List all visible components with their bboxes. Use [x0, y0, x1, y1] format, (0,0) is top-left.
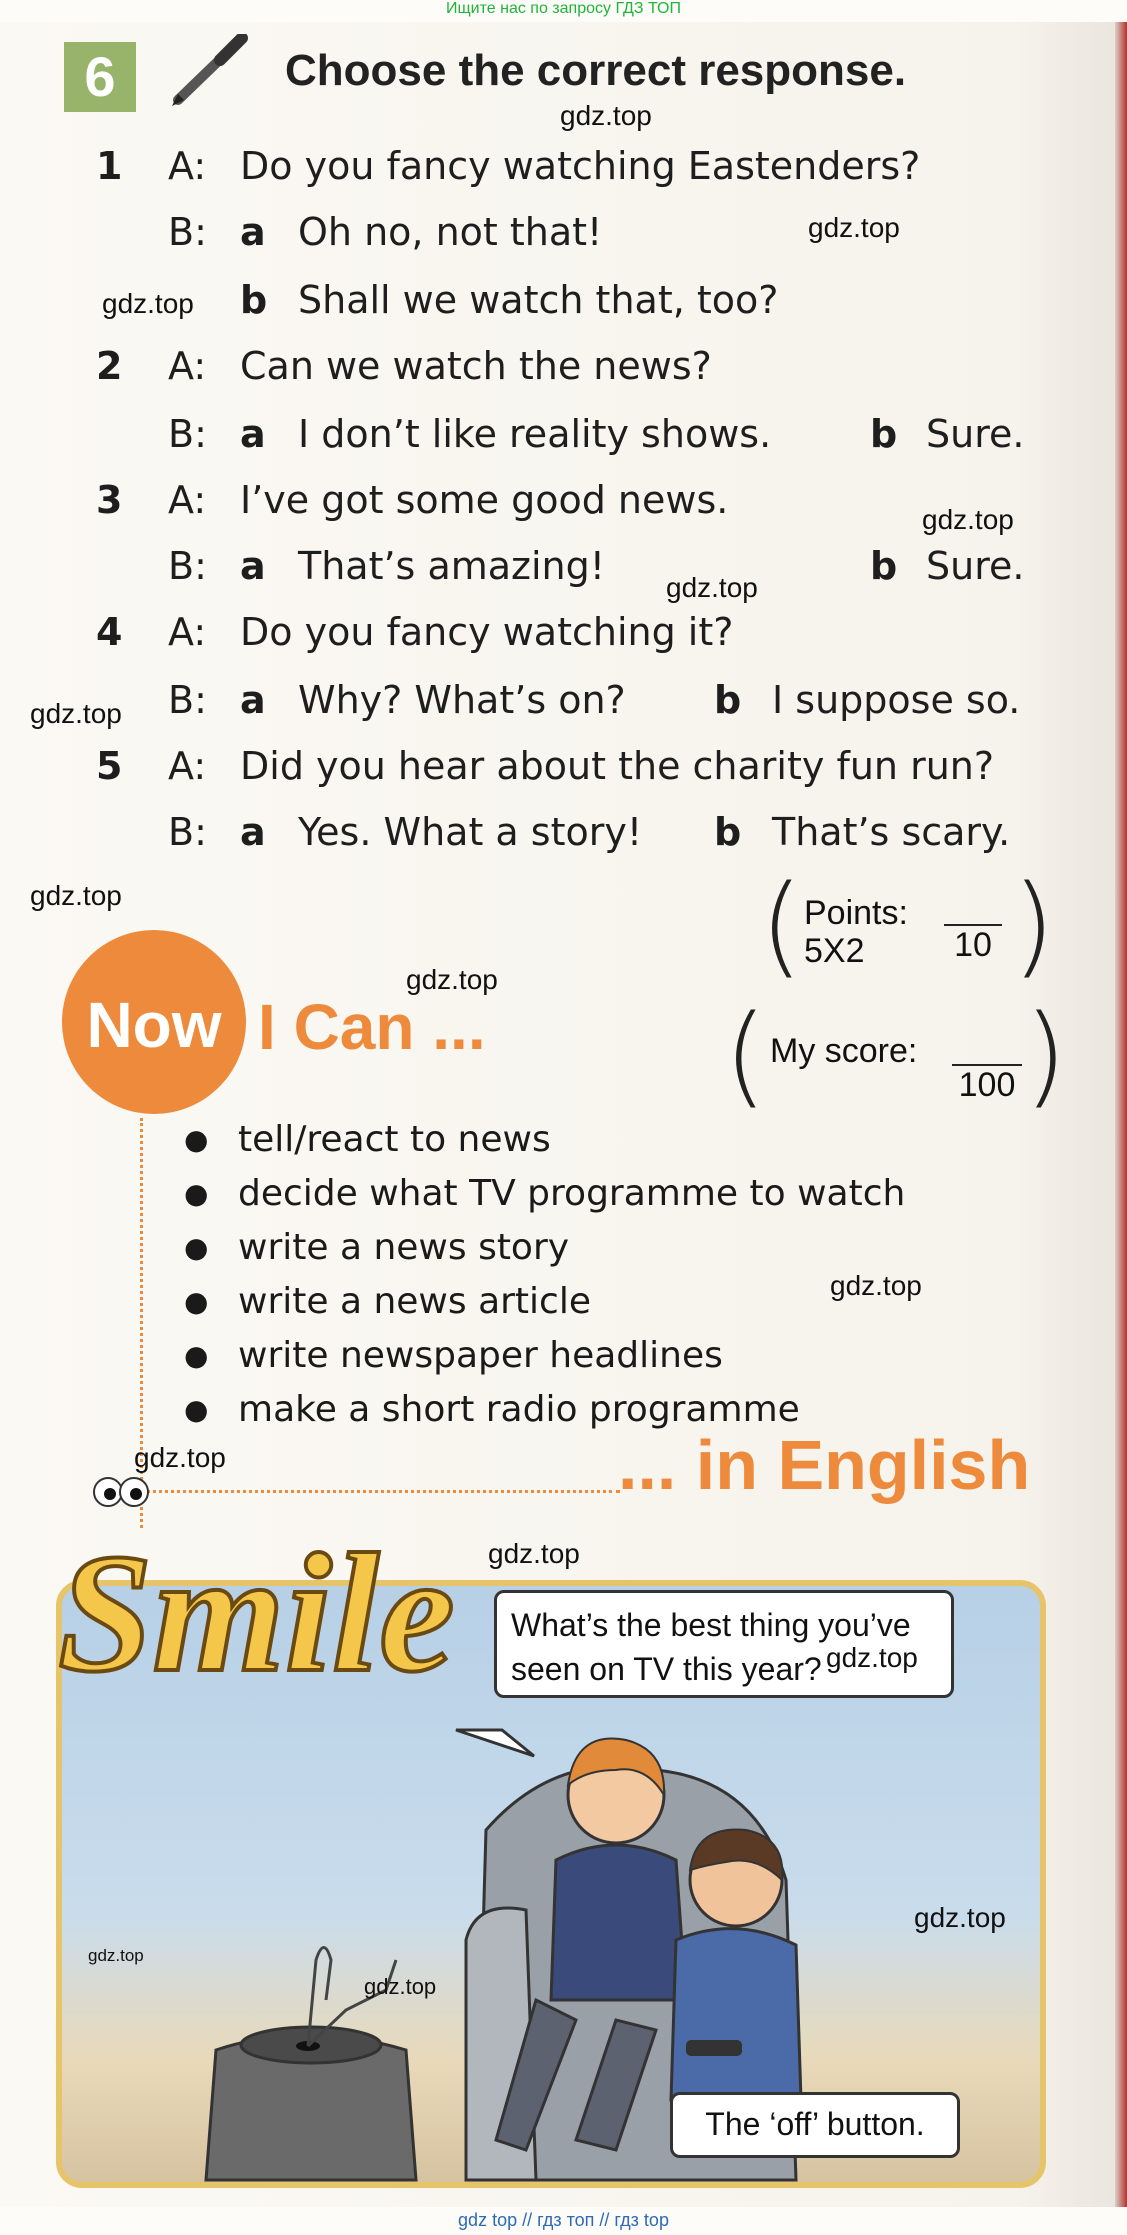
- question-speech-bubble: What’s the best thing you’ve seen on TV this year?: [494, 1590, 954, 1698]
- option-b-text[interactable]: Shall we watch that, too?: [298, 278, 779, 322]
- option-b-text[interactable]: Sure.: [926, 544, 1025, 588]
- answer-speech-bubble: The ‘off’ button.: [670, 2092, 960, 2158]
- option-b-letter[interactable]: b: [714, 678, 742, 722]
- option-a-text[interactable]: Oh no, not that!: [298, 210, 603, 254]
- points-denominator: 10: [944, 924, 1002, 965]
- list-item-text: decide what TV programme to watch: [238, 1172, 906, 1214]
- smile-logo-text: Smile: [58, 1519, 455, 1700]
- list-item: ● write newspaper headlines: [184, 1334, 723, 1376]
- top-banner[interactable]: Ищите нас по запросу ГДЗ ТОП: [446, 0, 681, 17]
- can-do-list: [184, 1112, 905, 1436]
- score-right-paren: ): [1024, 991, 1067, 1119]
- watermark: gdz.top: [666, 572, 758, 603]
- option-a-letter[interactable]: a: [240, 412, 266, 456]
- item-number: 5: [96, 744, 123, 788]
- option-a-text[interactable]: Why? What’s on?: [298, 678, 626, 722]
- option-a-letter[interactable]: a: [240, 210, 266, 254]
- footer-links[interactable]: gdz top // гдз топ // гдз top: [458, 2210, 669, 2230]
- points-formula: 5X2: [804, 932, 865, 970]
- option-a-text[interactable]: Yes. What a story!: [298, 810, 643, 854]
- option-b-text[interactable]: Sure.: [926, 412, 1025, 456]
- speaker-b-label: B:: [168, 210, 207, 254]
- list-item: ● write a news story: [184, 1226, 570, 1268]
- points-right-paren: ): [1012, 861, 1055, 989]
- watermark: gdz.top: [102, 288, 194, 319]
- speaker-b-label: B:: [168, 544, 207, 588]
- pen-icon: [170, 34, 250, 106]
- points-left-paren: (: [760, 861, 803, 989]
- points-label: Points:: [804, 894, 908, 932]
- speaker-b-label: B:: [168, 678, 207, 722]
- list-item-text: write a news article: [238, 1280, 591, 1322]
- watermark: gdz.top: [406, 964, 498, 995]
- watermark: gdz.top: [88, 1946, 144, 1965]
- score-denominator: 100: [952, 1064, 1022, 1105]
- speaker-a-text: Can we watch the news?: [240, 344, 712, 388]
- list-item: ● make a short radio programme: [184, 1388, 800, 1430]
- speaker-a-label: A:: [168, 744, 207, 788]
- watermark: gdz.top: [30, 880, 122, 911]
- item-number: 4: [96, 610, 123, 654]
- score-left-paren: (: [724, 991, 767, 1119]
- watermark: gdz.top: [830, 1270, 922, 1301]
- option-b-letter[interactable]: b: [870, 412, 898, 456]
- i-can-heading: I Can ...: [258, 991, 486, 1063]
- speaker-a-text: I’ve got some good news.: [240, 478, 729, 522]
- item-number: 2: [96, 344, 123, 388]
- watermark: gdz.top: [826, 1642, 918, 1673]
- speaker-a-text: Did you hear about the charity fun run?: [240, 744, 995, 788]
- option-a-text[interactable]: That’s amazing!: [298, 544, 605, 588]
- speaker-a-label: A:: [168, 478, 207, 522]
- list-item: ● decide what TV programme to watch: [184, 1172, 906, 1214]
- option-a-letter[interactable]: a: [240, 810, 266, 854]
- item-number: 3: [96, 478, 123, 522]
- exercise-title: Choose the correct response.: [285, 46, 907, 95]
- list-item-text: write a news story: [238, 1226, 570, 1268]
- option-b-letter[interactable]: b: [714, 810, 742, 854]
- list-item-text: tell/react to news: [238, 1118, 551, 1160]
- list-item-text: make a short radio programme: [238, 1388, 800, 1430]
- smile-logo: [48, 1460, 458, 1700]
- list-item-text: write newspaper headlines: [238, 1334, 723, 1376]
- watermark: gdz.top: [134, 1442, 226, 1473]
- option-a-letter[interactable]: a: [240, 544, 266, 588]
- speaker-a-text: Do you fancy watching Eastenders?: [240, 144, 921, 188]
- option-b-text[interactable]: I suppose so.: [772, 678, 1021, 722]
- now-label: Now: [86, 989, 222, 1061]
- speaker-a-text: Do you fancy watching it?: [240, 610, 734, 654]
- speaker-a-label: A:: [168, 144, 207, 188]
- option-a-letter[interactable]: a: [240, 678, 266, 722]
- watermark: gdz.top: [560, 100, 652, 131]
- watermark: gdz.top: [808, 212, 900, 243]
- speaker-a-label: A:: [168, 344, 207, 388]
- option-b-letter[interactable]: b: [870, 544, 898, 588]
- option-b-text[interactable]: That’s scary.: [772, 810, 1011, 854]
- option-a-text[interactable]: I don’t like reality shows.: [298, 412, 772, 456]
- watermark: gdz.top: [488, 1538, 580, 1569]
- list-item: ● tell/react to news: [184, 1118, 551, 1160]
- option-b-letter[interactable]: b: [240, 278, 268, 322]
- watermark: gdz.top: [364, 1974, 437, 1999]
- watermark: gdz.top: [30, 698, 122, 729]
- speaker-b-label: B:: [168, 412, 207, 456]
- exercise-number-badge: 6: [64, 42, 136, 112]
- in-english-heading: ... in English: [618, 1426, 1031, 1504]
- score-label: My score:: [770, 1032, 918, 1070]
- speaker-b-label: B:: [168, 810, 207, 854]
- list-item: ● write a news article: [184, 1280, 591, 1322]
- page-edge: [1115, 22, 1127, 2207]
- item-number: 1: [96, 144, 123, 188]
- speaker-a-label: A:: [168, 610, 207, 654]
- watermark: gdz.top: [914, 1902, 1006, 1933]
- watermark: gdz.top: [922, 504, 1014, 535]
